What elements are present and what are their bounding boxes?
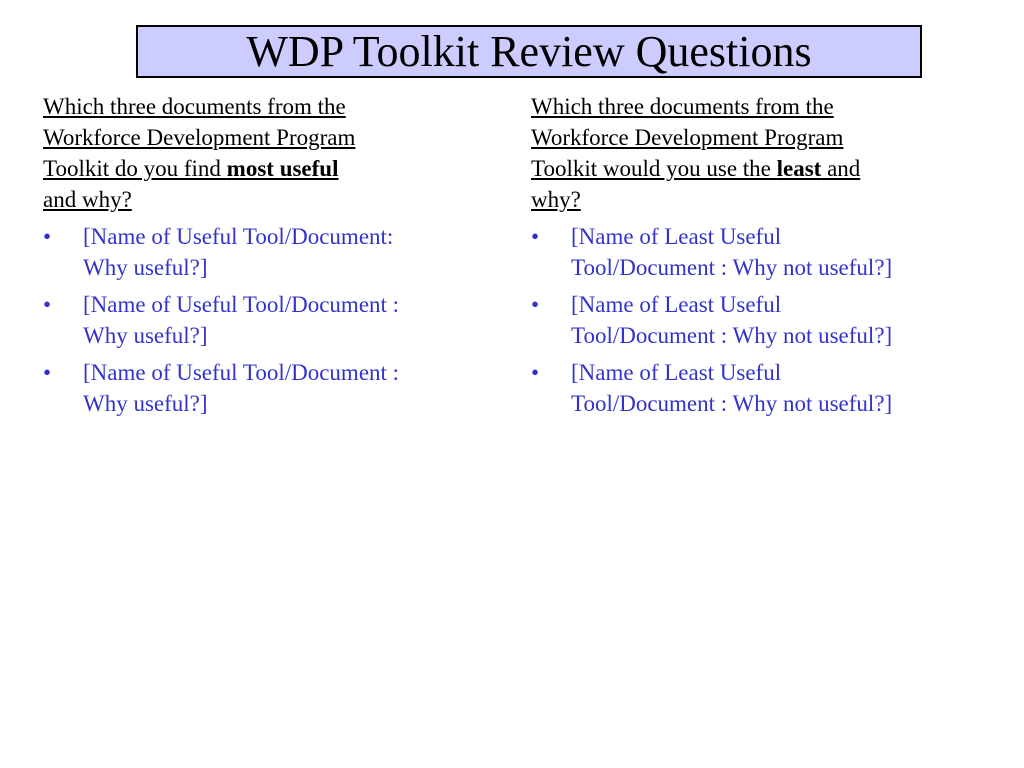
left-bullet-1-line-2: Why useful?] [83, 255, 208, 280]
right-bullet-2-line-1: [Name of Least Useful [571, 292, 782, 317]
right-bullet-2-line-2: Tool/Document : Why not useful?] [571, 323, 893, 348]
bullet-dot-icon: • [531, 360, 540, 385]
right-bullet-1-line-1: [Name of Least Useful [571, 224, 782, 249]
right-question-line-1: Which three documents from the [531, 94, 834, 119]
left-question-line-2: Workforce Development Program [43, 125, 356, 150]
slide-title: WDP Toolkit Review Questions [246, 27, 812, 76]
bullet-dot-icon: • [43, 360, 52, 385]
left-column [43, 91, 483, 425]
left-bullet-3-line-2: Why useful?] [83, 391, 208, 416]
left-bullet-2-line-2: Why useful?] [83, 323, 208, 348]
bullet-dot-icon: • [531, 224, 540, 249]
right-question-emphasis: least [776, 156, 822, 181]
right-bullet-3-line-1: [Name of Least Useful [571, 360, 782, 385]
bullet-dot-icon: • [43, 224, 52, 249]
right-column [531, 91, 991, 425]
left-question-emphasis: most useful [226, 156, 339, 181]
bullet-dot-icon: • [531, 292, 540, 317]
left-bullet-2-line-1: [Name of Useful Tool/Document : [83, 292, 400, 317]
right-question-line-3 [531, 153, 991, 184]
left-bullet-item-1 [43, 221, 483, 283]
right-question [531, 91, 991, 215]
title-box [136, 25, 922, 78]
left-question [43, 91, 483, 215]
right-bullet-3-line-2: Tool/Document : Why not useful?] [571, 391, 893, 416]
right-bullet-item-1 [531, 221, 991, 283]
right-bullet-item-2 [531, 289, 991, 351]
left-question-line-1: Which three documents from the [43, 94, 346, 119]
left-bullet-1-line-1: [Name of Useful Tool/Document: [83, 224, 394, 249]
bullet-dot-icon: • [43, 292, 52, 317]
left-question-line-4: and why? [43, 187, 132, 212]
left-bullet-item-3 [43, 357, 483, 419]
right-question-line-4: why? [531, 187, 581, 212]
right-question-line-3-text: Toolkit would you use the [531, 156, 777, 181]
right-bullet-list [531, 221, 991, 419]
right-question-line-2: Workforce Development Program [531, 125, 844, 150]
left-bullet-list [43, 221, 483, 419]
right-question-line-3-tail: and [821, 156, 861, 181]
left-question-line-3 [43, 153, 483, 184]
left-bullet-3-line-1: [Name of Useful Tool/Document : [83, 360, 400, 385]
right-bullet-item-3 [531, 357, 991, 419]
left-question-line-3-text: Toolkit do you find [43, 156, 227, 181]
right-bullet-1-line-2: Tool/Document : Why not useful?] [571, 255, 893, 280]
left-bullet-item-2 [43, 289, 483, 351]
